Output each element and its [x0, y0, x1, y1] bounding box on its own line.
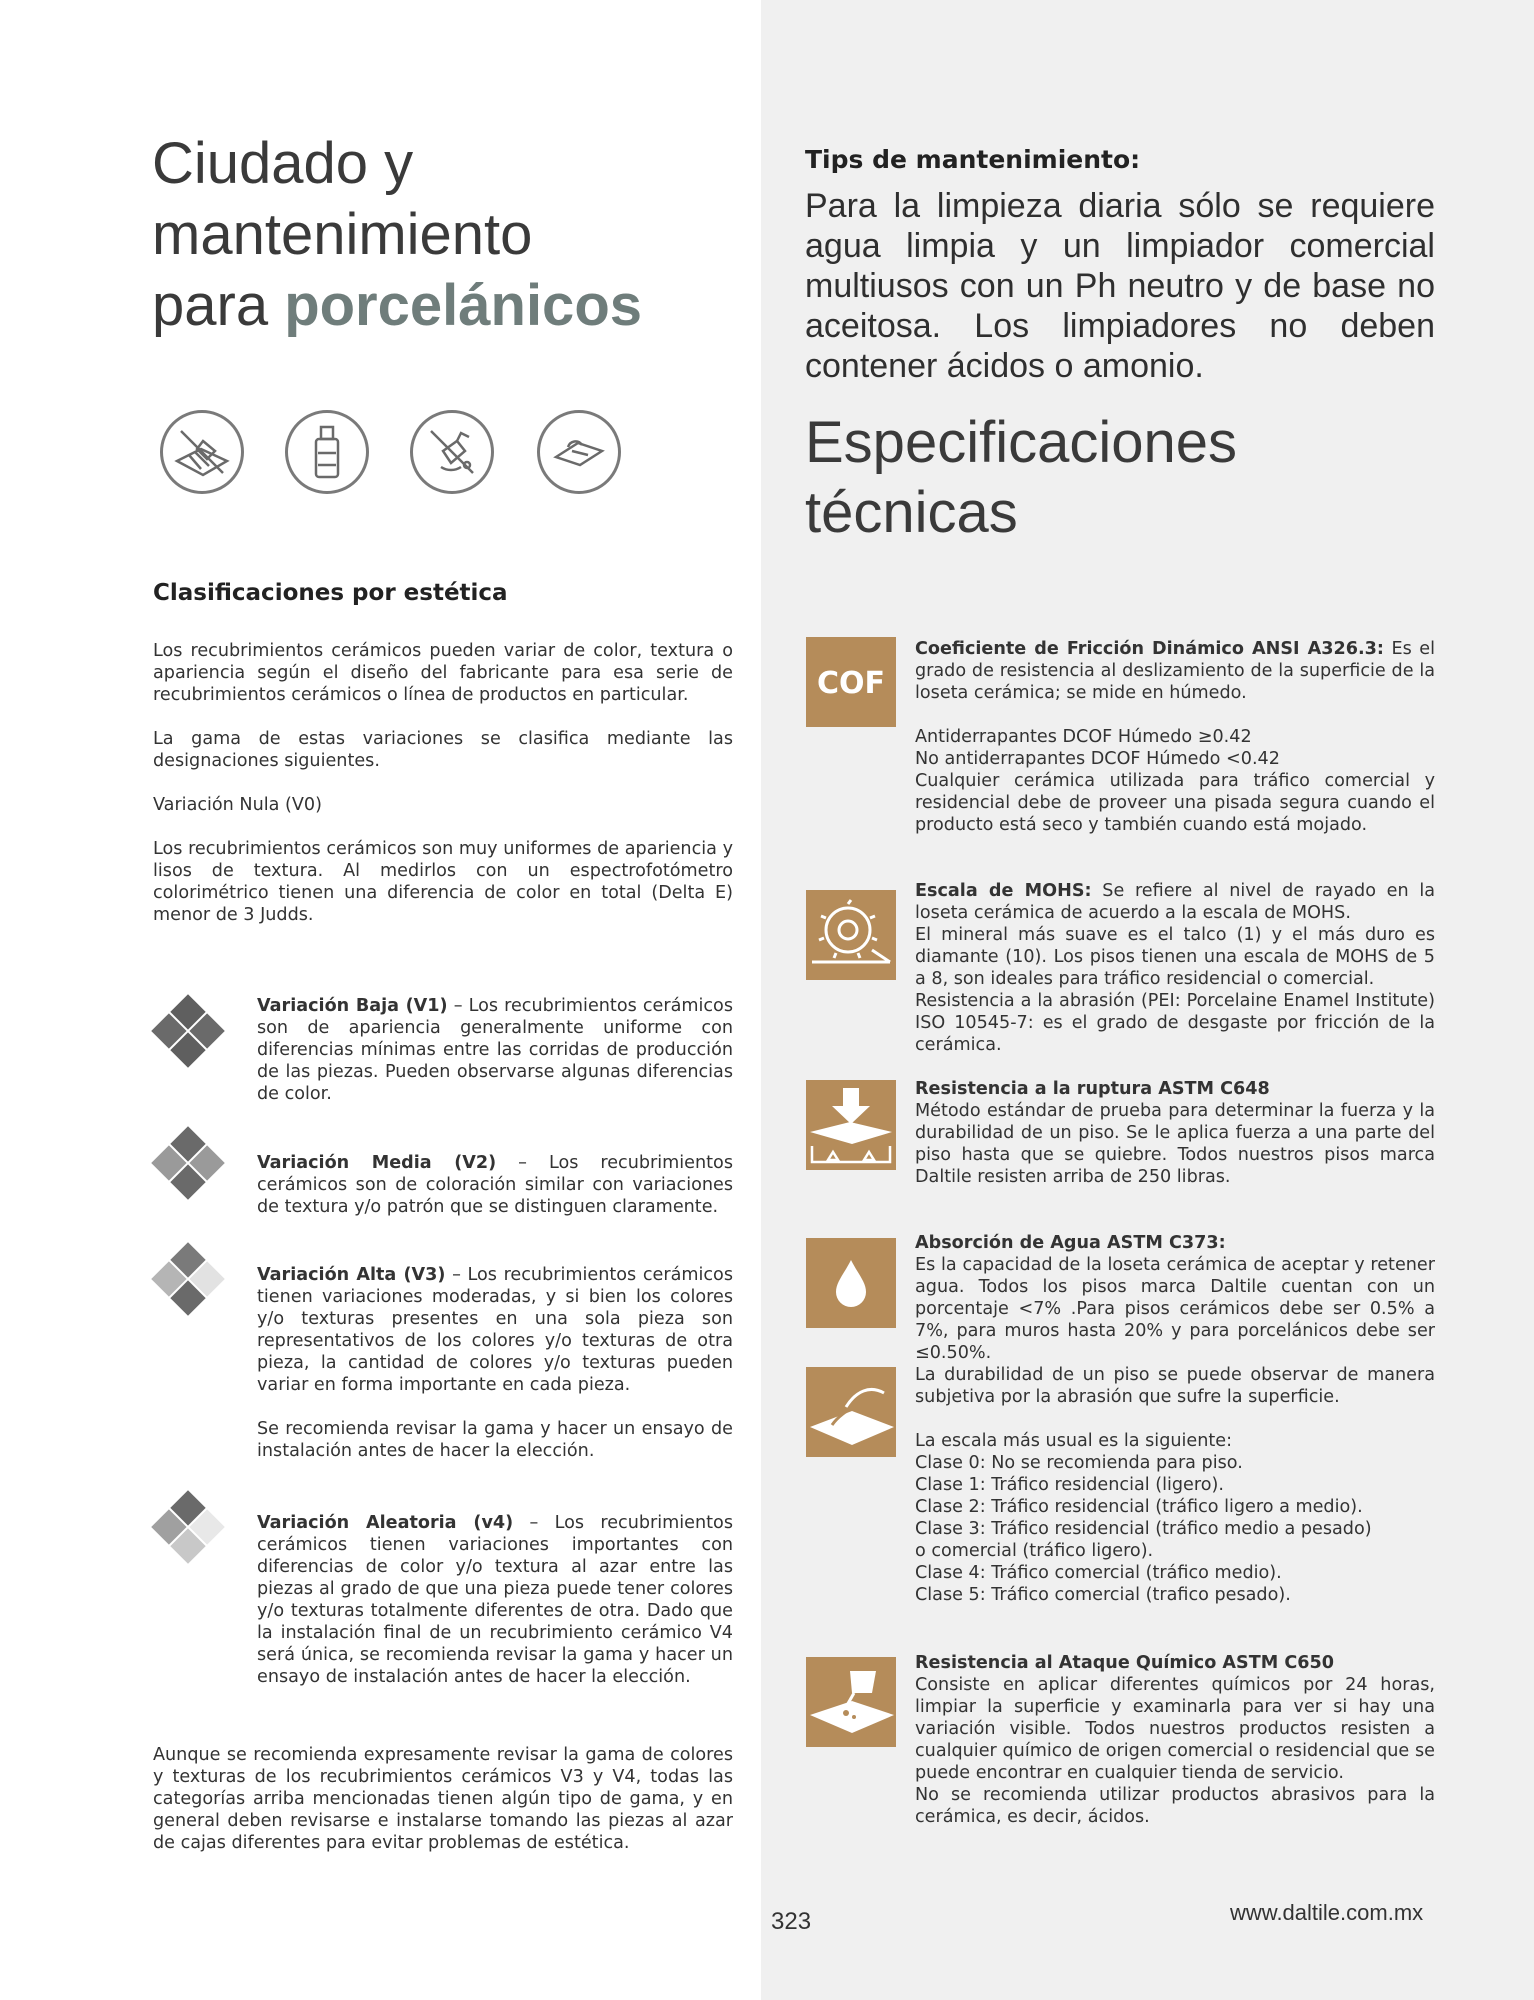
- spec-water-text: Absorción de Agua ASTM C373: Es la capacidad de la loseta cerámica de aceptar y retener agua. Todos los pisos marca Daltile cuentan con un porcentaje <7% .Para pisos cerámicos debe ser 0.5% a 7%, para muros hasta 20% y para porcelánicos debe ser ≤0.50%.: [915, 1233, 1435, 1363]
- variation-high-text: Variación Alta (V3) – Los recubrimientos cerámicos tienen variaciones moderadas, y si bien los colores y/o texturas presentes en una sola pieza son representativos de los colores y/o texturas de otra pieza, la cantidad de colores y/o texturas pueden variar en forma importante en cada pieza. Se recomienda revisar la gama y hacer un ensayo de instalación antes de hacer la elección.: [257, 1265, 733, 1461]
- no-chemical-spray-icon: [410, 410, 494, 494]
- classifications-intro: Los recubrimientos cerámicos pueden variar de color, textura o apariencia según el diseño del fabricante para esa serie de recubrimientos cerámicos o línea de productos en particular. La gama de estas variaciones se clasifica mediante las designaciones siguientes. Variación Nula (V0) Los recubrimientos cerámicos son muy uniformes de apariencia y lisos de textura. Al medirlos con un espectrofotómetro colorimétrico tienen una diferencia de color en total (Delta E) menor de 3 Judds.: [153, 641, 733, 925]
- list-item: Clase 3: Tráfico residencial (tráfico medio a pesado): [915, 1519, 1372, 1539]
- list-item: Clase 1: Tráfico residencial (ligero).: [915, 1475, 1224, 1495]
- list-item: o comercial (tráfico ligero).: [915, 1541, 1154, 1561]
- spec-abrasion-text: La durabilidad de un piso se puede observar de manera subjetiva por la abrasión que sufre la superficie. La escala más usual es la siguiente: Clase 0: No se recomienda para piso. Clase 1: Tráfico residencial (ligero). Clase 2: Tráfico residencial (tráfico ligero a medio). Clase 3: Tráfico residencial (tráfico medio a pesado) o comercial (tráfico ligero). Clase 4: Tráfico comercial (tráfico medio). Clase 5: Tráfico comercial (trafico pesado).: [915, 1365, 1435, 1605]
- list-item: Clase 0: No se recomienda para piso.: [915, 1453, 1243, 1473]
- floor-trowel-icon: [537, 410, 621, 494]
- list-item: Clase 4: Tráfico comercial (tráfico medio).: [915, 1563, 1282, 1583]
- no-abrasive-pad-icon: [160, 410, 244, 494]
- tips-body: Para la limpieza diaria sólo se requiere agua limpia y un limpiador comercial multiusos con un Ph neutro y de base no aceitosa. Los limpiadores no deben contener ácidos o amonio.: [805, 187, 1435, 385]
- cof-icon: [806, 637, 896, 727]
- spec-mohs-text: Escala de MOHS: Se refiere al nivel de rayado en la loseta cerámica de acuerdo a la escala de MOHS. El mineral más suave es el talco (1) y el más duro es diamante (10). Los pisos tienen una escala de MOHS de 5 a 8, son ideales para tráfico residencial o comercial. Resistencia a la abrasión (PEI: Porcelaine Enamel Institute) ISO 10545-7: es el grado de desgaste por fricción de la cerámica.: [915, 881, 1435, 1055]
- spec-cof-text: Coeficiente de Fricción Dinámico ANSI A326.3: Es el grado de resistencia al deslizamiento de la superficie de la loseta cerámica; se mide en húmedo. Antiderrapantes DCOF Húmedo ≥0.42 No antiderrapantes DCOF Húmedo <0.42 Cualquier cerámica utilizada para tráfico comercial y residencial debe de proveer una pisada segura cuando el producto está seco y también cuando está mojado.: [915, 639, 1435, 835]
- variation-high-icon: [151, 1242, 225, 1316]
- website-link[interactable]: www.daltile.com.mx: [1230, 1900, 1424, 1925]
- variation-random-icon: [151, 1490, 225, 1564]
- title-highlight: porcelánicos: [284, 273, 643, 338]
- list-item: Clase 5: Tráfico comercial (trafico pesado).: [915, 1585, 1291, 1605]
- chemical-attack-icon: [806, 1657, 896, 1747]
- water-drop-icon: [806, 1238, 896, 1328]
- rupture-force-icon: [806, 1080, 896, 1170]
- variation-low-text: Variación Baja (V1) – Los recubrimientos cerámicos son de apariencia generalmente uniforme con diferencias mínimas entre las corridas de producción de las piezas. Pueden observarse algunas diferencias de color.: [257, 996, 733, 1104]
- tips-title: Tips de mantenimiento:: [805, 145, 1141, 174]
- list-item: Clase 2: Tráfico residencial (tráfico ligero a medio).: [915, 1497, 1363, 1517]
- cleaner-bottle-icon: [285, 410, 369, 494]
- spec-chemical-text: Resistencia al Ataque Químico ASTM C650 Consiste en aplicar diferentes químicos por 24 horas, limpiar la superficie y examinarla para ver si hay una variación visible. Todos nuestros productos resisten a cualquier químico de origen comercial o residencial que se puede encontrar en cualquier tienda de servicio. No se recomienda utilizar productos abrasivos para la cerámica, es decir, ácidos.: [915, 1653, 1435, 1827]
- variation-low-icon: [151, 994, 225, 1068]
- abrasion-hand-icon: [806, 1367, 896, 1457]
- mohs-saw-icon: [806, 890, 896, 980]
- spec-rupture-text: Resistencia a la ruptura ASTM C648 Método estándar de prueba para determinar la fuerza y la durabilidad de un piso. Se le aplica fuerza a una parte del piso hasta que se quiebre. Todos nuestros pisos marca Daltile resisten arriba de 250 libras.: [915, 1079, 1435, 1187]
- abrasion-class-list: [915, 1452, 1435, 1606]
- classifications-heading: Clasificaciones por estética: [153, 580, 508, 606]
- variation-medium-icon: [151, 1126, 225, 1200]
- variation-random-text: Variación Aleatoria (v4) – Los recubrimientos cerámicos tienen variaciones importantes con diferencias de color y/o textura al azar entre las piezas al grado de que una pieza puede tener colores y/o texturas totalmente diferentes de otra. Dado que la instalación final de un recubrimiento cerámico V4 será única, se recomienda revisar la gama y hacer un ensayo de instalación antes de hacer la elección.: [257, 1513, 733, 1687]
- closing-paragraph: Aunque se recomienda expresamente revisar la gama de colores y texturas de los recubrimientos cerámicos V3 y V4, todas las categorías arriba mencionadas tienen algún tipo de gama, y en general deben revisarse e instalarse tomando las piezas al azar de cajas diferentes para evitar problemas de estética.: [153, 1745, 733, 1853]
- page-title: Ciudado y mantenimiento para porcelánicos: [152, 131, 643, 338]
- svg-text:COF: COF: [816, 666, 886, 701]
- variation-medium-text: Variación Media (V2) – Los recubrimientos cerámicos son de coloración similar con variaciones de textura y/o patrón que se distinguen claramente.: [257, 1153, 733, 1217]
- page-number: 323: [771, 1908, 812, 1935]
- specs-title: Especificaciones técnicas: [805, 410, 1237, 545]
